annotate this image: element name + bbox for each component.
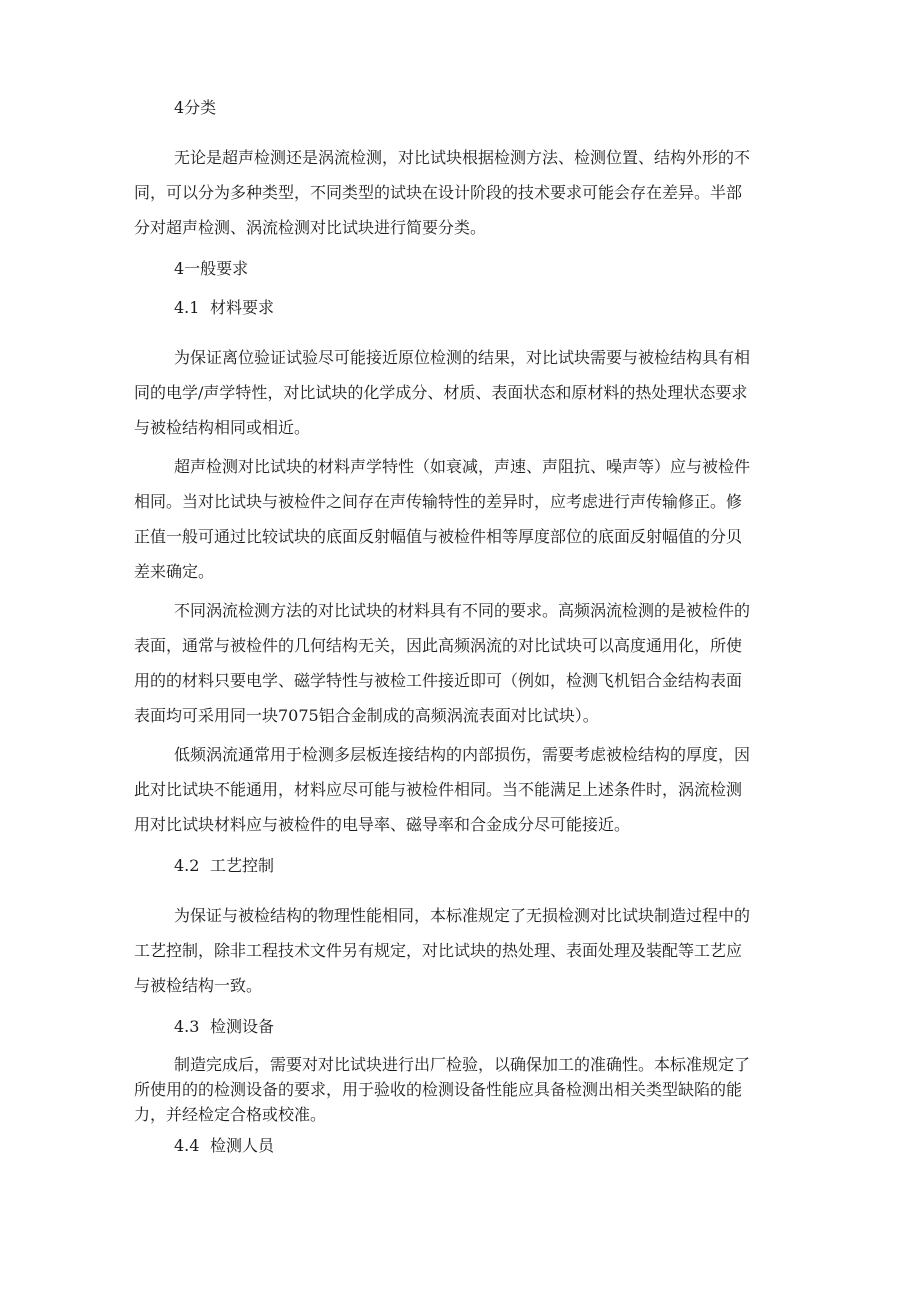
section-title: 材料要求 (210, 298, 275, 317)
paragraph-line: 相同。当对比试块与被检件之间存在声传输特性的差异时，应考虑进行声传输修正。修 (134, 492, 743, 511)
subsection-heading-4-4 (174, 1136, 274, 1156)
paragraph-line: 此对比试块不能通用，材料应尽可能与被检件相同。当不能满足上述条件时，涡流检测 (134, 780, 743, 799)
paragraph-line: 同的电学/声学特性，对比试块的化学成分、材质、表面状态和原材料的热处理状态要求 (134, 383, 748, 402)
paragraph-line: 制造完成后，需要对对比试块进行出厂检验，以确保加工的准确性。本标准规定了 (174, 1055, 751, 1074)
section-number: 4.2 (174, 856, 200, 875)
paragraph-line: 所使用的的检测设备的要求，用于验收的检测设备性能应具备检测出相关类型缺陷的能 (134, 1080, 743, 1099)
subsection-heading-4-3 (174, 1017, 274, 1037)
paragraph-line: 分对超声检测、涡流检测对比试块进行简要分类。 (134, 218, 487, 237)
paragraph-line: 与被检结构一致。 (134, 976, 263, 995)
paragraph-line: 力，并经检定合格或校准。 (134, 1105, 327, 1124)
section-heading-4-general: 4一般要求 (174, 259, 249, 278)
paragraph-line: 无论是超声检测还是涡流检测，对比试块根据检测方法、检测位置、结构外形的不 (174, 148, 751, 167)
paragraph-line: 为保证离位验证试验尽可能接近原位检测的结果，对比试块需要与被检结构具有相 (174, 348, 751, 367)
section-title: 工艺控制 (210, 856, 275, 875)
subsection-heading-4-1 (174, 298, 274, 318)
paragraph-line: 正值一般可通过比较试块的底面反射幅值与被检件相等厚度部位的底面反射幅值的分贝 (134, 527, 743, 546)
paragraph-line: 用对比试块材料应与被检件的电导率、磁导率和合金成分尽可能接近。 (134, 815, 631, 834)
paragraph-line: 表面，通常与被检件的几何结构无关，因此高频涡流的对比试块可以高度通用化，所使 (134, 636, 743, 655)
section-title: 检测设备 (210, 1017, 275, 1036)
paragraph-line: 超声检测对比试块的材料声学特性（如衰减，声速、声阻抗、噪声等）应与被检件 (174, 457, 751, 476)
section-title: 检测人员 (210, 1136, 275, 1155)
section-number: 4.3 (174, 1017, 200, 1036)
paragraph-line: 同，可以分为多种类型，不同类型的试块在设计阶段的技术要求可能会存在差异。半部 (134, 183, 743, 202)
subsection-heading-4-2 (174, 856, 274, 876)
paragraph-line: 与被检结构相同或相近。 (134, 418, 311, 437)
paragraph-line: 差来确定。 (134, 562, 215, 581)
paragraph-line: 用的的材料只要电学、磁学特性与被检工件接近即可（例如，检测飞机铝合金结构表面 (134, 671, 743, 690)
paragraph-line: 不同涡流检测方法的对比试块的材料具有不同的要求。高频涡流检测的是被检件的 (174, 601, 751, 620)
paragraph-line: 表面均可采用同一块7075铝合金制成的高频涡流表面对比试块）。 (134, 706, 599, 725)
section-number: 4.4 (174, 1136, 200, 1155)
section-heading-4-classification: 4分类 (174, 98, 217, 117)
section-number: 4.1 (174, 298, 200, 317)
paragraph-line: 工艺控制，除非工程技术文件另有规定，对比试块的热处理、表面处理及装配等工艺应 (134, 941, 743, 960)
paragraph-line: 低频涡流通常用于检测多层板连接结构的内部损伤，需要考虑被检结构的厚度，因 (174, 745, 751, 764)
paragraph-line: 为保证与被检结构的物理性能相同，本标准规定了无损检测对比试块制造过程中的 (174, 906, 751, 925)
